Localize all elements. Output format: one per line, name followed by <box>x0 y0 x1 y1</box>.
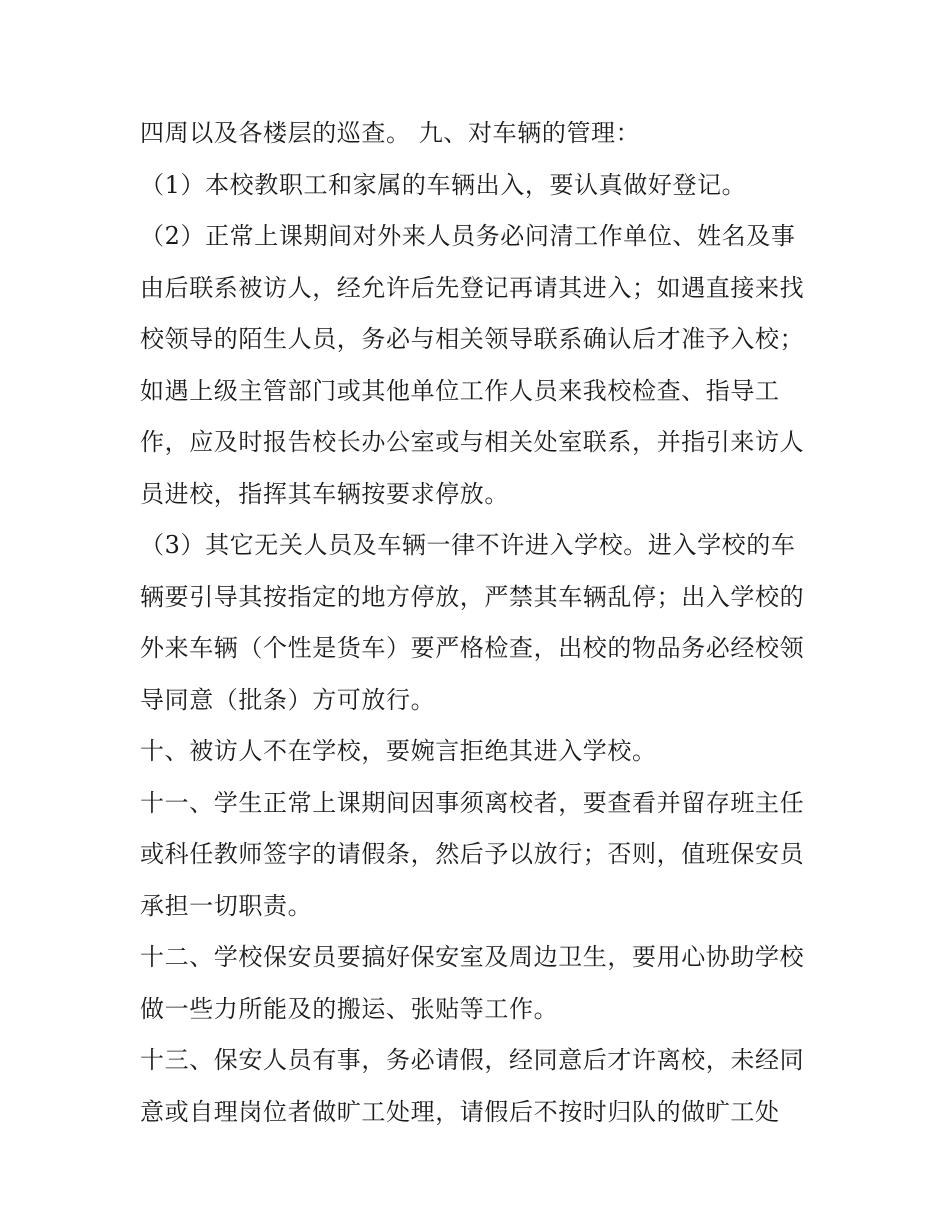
text-line: 十三、保安人员有事，务必请假，经同意后才许离校，未经同 <box>140 1046 805 1074</box>
text-line: 十、被访人不在学校，要婉言拒绝其进入学校。 <box>140 737 657 765</box>
text-line: 四周以及各楼层的巡查。 九、对车辆的管理： <box>140 119 641 147</box>
text-line: （2）正常上课期间对外来人员务必问清工作单位、姓名及事 <box>140 222 796 250</box>
text-line: 意或自理岗位者做旷工处理，请假后不按时归队的做旷工处 <box>140 1097 780 1126</box>
text-line: 十二、学校保安员要搞好保安室及周边卫生，要用心协助学校 <box>140 943 805 971</box>
text-line: 导同意（批条）方可放行。 <box>140 685 436 714</box>
text-line: 外来车辆（个性是货车）要严格检查，出校的物品务必经校领 <box>140 634 805 662</box>
text-line: 员进校，指挥其车辆按要求停放。 <box>140 479 509 508</box>
text-line: 由后联系被访人，经允许后先登记再请其进入；如遇直接来找 <box>140 273 805 302</box>
document-body <box>140 108 820 1138</box>
text-line: 作，应及时报告校长办公室或与相关处室联系，并指引来访人 <box>140 428 805 456</box>
text-line: 如遇上级主管部门或其他单位工作人员来我校检查、指导工 <box>140 376 780 405</box>
text-line: 做一些力所能及的搬运、张贴等工作。 <box>140 994 559 1023</box>
text-line: 校领导的陌生人员，务必与相关领导联系确认后才准予入校； <box>140 325 805 353</box>
text-line: 十一、学生正常上课期间因事须离校者，要查看并留存班主任 <box>140 788 805 817</box>
text-line: 或科任教师签字的请假条，然后予以放行；否则，值班保安员 <box>140 840 805 868</box>
text-line: （3）其它无关人员及车辆一律不许进入学校。进入学校的车 <box>140 531 796 559</box>
text-line: （1）本校教职工和家属的车辆出入，要认真做好登记。 <box>140 170 747 199</box>
text-line: 承担一切职责。 <box>140 891 313 920</box>
text-line: 辆要引导其按指定的地方停放，严禁其车辆乱停；出入学校的 <box>140 582 805 611</box>
